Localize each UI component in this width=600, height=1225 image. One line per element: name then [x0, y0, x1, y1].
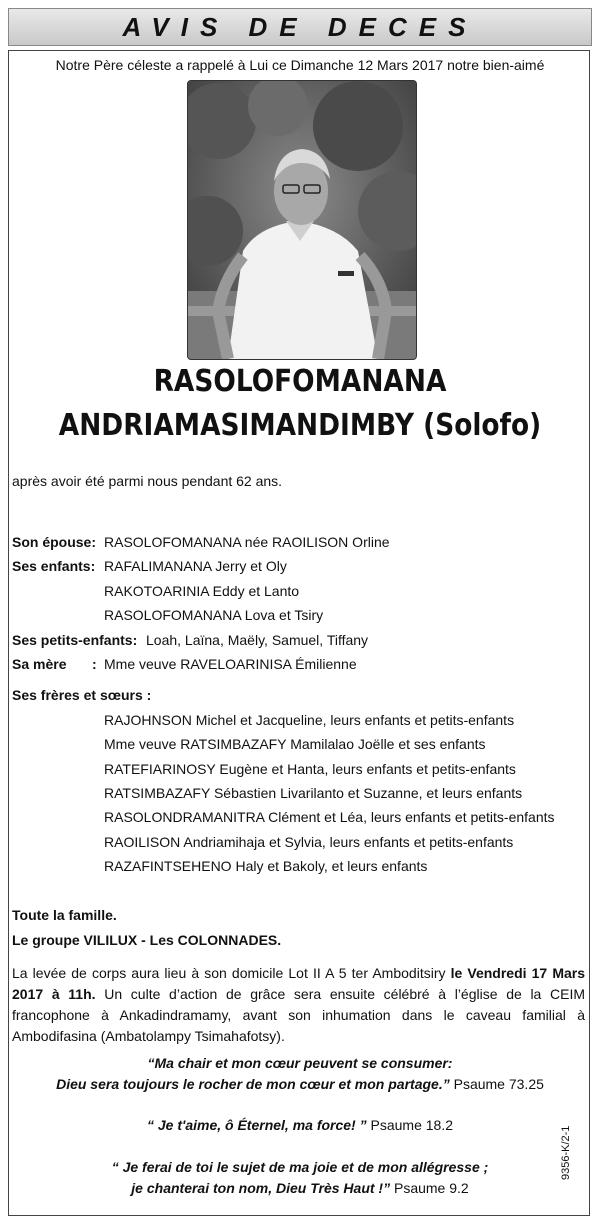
quote-3-line1: “ Je ferai de toi le sujet de ma joie et de mon allégresse ; — [111, 1159, 489, 1175]
header-bar — [8, 8, 592, 46]
spouse-name: RASOLOFOMANANA née RAOILISON Orline — [104, 534, 390, 550]
grandchildren-label: Ses petits-enfants: — [12, 632, 138, 648]
ceremony-part2: Un culte d’action de grâce sera ensuite célébré à l’église de la CEIM francophone à Ankadindramamy, avant son inhumation dans le caveau familial à Ambodifasina (Ambatolampy Tsimahafotsy). — [12, 986, 586, 1044]
children-label: Ses enfants: — [12, 558, 96, 574]
portrait-photo — [187, 80, 417, 360]
reference-code: 9356-K/2-1 — [560, 1125, 572, 1180]
quote-3-ref: Psaume 9.2 — [393, 1180, 469, 1196]
child-item: RASOLOFOMANANA Lova et Tsiry — [104, 607, 324, 623]
portrait-illustration — [188, 81, 416, 359]
mother-colon: : — [92, 656, 97, 672]
deceased-name-line2: ANDRIAMASIMANDIMBY (Solofo) — [58, 408, 542, 443]
ceremony-part1: La levée de corps aura lieu à son domicile Lot II A 5 ter Amboditsiry — [12, 965, 446, 981]
sibling-item: Mme veuve RATSIMBAZAFY Mamilalao Joëlle et ses enfants — [104, 736, 486, 752]
siblings-label: Ses frères et sœurs : — [12, 687, 152, 703]
deceased-name-line1: RASOLOFOMANANA — [153, 364, 447, 399]
mother-name: Mme veuve RAVELOARINISA Émilienne — [104, 656, 357, 672]
quote-1 — [0, 1053, 600, 1095]
quote-1-line1: “Ma chair et mon cœur peuvent se consumer: — [147, 1055, 453, 1071]
quote-3-line2: je chanterai ton nom, Dieu Très Haut !” — [131, 1180, 391, 1196]
sibling-item: RAZAFINTSEHENO Haly et Bakoly, et leurs enfants — [104, 858, 428, 874]
header-title: AVIS DE DECES — [122, 11, 478, 42]
closing-family: Toute la famille. — [12, 907, 117, 923]
sibling-item: RAJOHNSON Michel et Jacqueline, leurs enfants et petits-enfants — [104, 712, 515, 728]
child-item: RAFALIMANANA Jerry et Oly — [104, 558, 287, 574]
sibling-item: RATSIMBAZAFY Sébastien Livarilanto et Suzanne, et leurs enfants — [104, 785, 523, 801]
mother-label: Sa mère — [12, 656, 67, 672]
spouse-label: Son épouse: — [12, 534, 97, 550]
grandchildren-names: Loah, Laïna, Maëly, Samuel, Tiffany — [146, 632, 369, 648]
sibling-item: RATEFIARINOSY Eugène et Hanta, leurs enfants et petits-enfants — [104, 761, 516, 777]
closing-group: Le groupe VILILUX - Les COLONNADES. — [12, 932, 282, 948]
child-item: RAKOTOARINIA Eddy et Lanto — [104, 583, 300, 599]
quote-3 — [0, 1157, 600, 1199]
quote-1-line2: Dieu sera toujours le rocher de mon cœur et mon partage.” — [56, 1076, 450, 1092]
quote-2-line1: “ Je t'aime, ô Éternel, ma force! ” — [146, 1117, 367, 1133]
age-line: après avoir été parmi nous pendant 62 ans. — [12, 473, 283, 489]
sibling-item: RAOILISON Andriamihaja et Sylvia, leurs enfants et petits-enfants — [104, 834, 514, 850]
intro-text: Notre Père céleste a rappelé à Lui ce Dimanche 12 Mars 2017 notre bien-aimé — [55, 57, 545, 73]
quote-1-ref: Psaume 73.25 — [453, 1076, 544, 1092]
quote-2-ref: Psaume 18.2 — [370, 1117, 453, 1133]
ceremony-date: le Vendredi 17 Mars 2017 à 11h. — [12, 965, 586, 1002]
sibling-item: RASOLONDRAMANITRA Clément et Léa, leurs enfants et petits-enfants — [104, 809, 555, 825]
ceremony-paragraph — [12, 963, 585, 1047]
quote-2 — [0, 1115, 600, 1136]
